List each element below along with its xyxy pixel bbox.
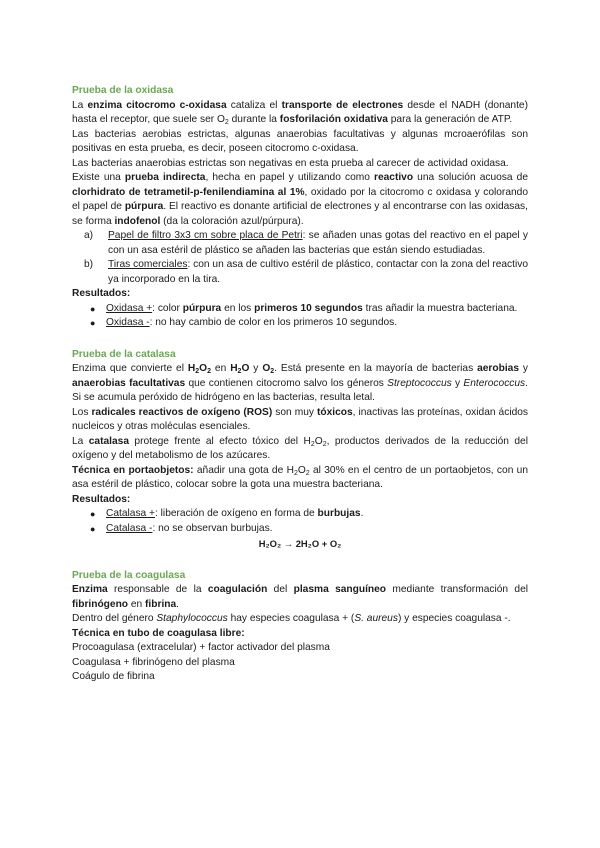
list-item: ● Catalasa -: no se observan burbujas. [90,522,273,534]
paragraph: Las bacterias anaerobias estrictas son negativas en esta prueba al carecer de actividad oxidasa. [72,157,509,169]
section-title: Prueba de la catalasa [72,348,176,360]
list-item: ● Catalasa +: liberación de oxígeno en forma de burbujas. [90,508,364,519]
list-item: ● Oxidasa +: color púrpura en los primeros 10 segundos tras añadir la muestra bacteriana. [90,302,518,314]
paragraph: Enzima que convierte el $H_2O_2$ en $H_2O$ y $O_2$. Está presente en la mayoría de bacterias aerobias y anaerobias facultativas que contienen citocromo salvo los géneros Streptococcus y Enterococcus. Si se acumula peróxido de hidrógeno en las bacterias, resulta letal. [72,363,529,403]
results-list [72,507,528,536]
paragraph: Dentro del género Staphylococcus hay especies coagulasa + (S. aureus) y especies coagulasa -. [72,613,511,624]
reaction-formula: H₂O₂ → 2H₂O + O₂ [258,538,342,549]
results-label: Resultados: [72,493,131,505]
section-title: Prueba de la coagulasa [72,569,186,581]
paragraph: Los radicales reactivos de oxígeno (ROS) son muy tóxicos, inactivas las proteínas, oxidan ácidos nucleicos y otras moléculas esenciales. [72,406,529,432]
paragraph: Las bacterias aerobias estrictas, algunas anaerobias facultativas y algunas mcroaerófilas son positivas en esta prueba, es decir, poseen citocromo c-oxidasa. [72,128,528,154]
list-item: ● Oxidasa -: no hay cambio de color en los primeros 10 segundos. [90,317,398,328]
results-label: Resultados: [72,288,131,299]
section-title: Prueba de la oxidasa [72,85,174,96]
section-oxidasa [72,84,528,331]
list-item: a) Papel de filtro 3x3 cm sobre placa de Petri: se añaden unas gotas del reactivo en el papel y con un asa estéril de plástico se añaden las bacterias que están siendo estudiadas. [84,230,528,256]
paragraph: Enzima responsable de la coagulación del plasma sanguíneo mediante transformación del fibrinógeno en fibrina. [72,584,528,610]
section-catalasa [72,348,528,552]
results-list [72,302,528,331]
paragraph: La catalasa protege frente al efecto tóxico del $H_2O_2$, productos derivados de la reducción del oxígeno y del metabolismo de los azúcares. [72,435,528,461]
text-line: Coágulo de fibrina [72,671,155,682]
methods-list [72,229,528,287]
section-coagulasa [72,569,528,685]
text-line: Procoagulasa (extracelular) + factor activador del plasma [72,642,330,653]
technique-label: Técnica en tubo de coagulasa libre: [72,627,245,639]
paragraph: Técnica en portaobjetos: añadir una gota de $H_2O_2$ al 30% en el centro de un portaobjetos, con un asa estéril de plástico, colocar sobre la gota una muestra bacteriana. [72,464,528,490]
paragraph: Existe una prueba indirecta, hecha en papel y utilizando como reactivo una solución acuosa de clorhidrato de tetrametil-p-fenilendiamina al 1%, oxidado por la citocromo c oxidasa y colorando el papel de púrpura. El reactivo es donante artificial de electrones y al encontrarse con las oxidasas, se forma indofenol (da la coloración azul/púrpura). [72,172,528,227]
list-item: b) Tiras comerciales: con un asa de cultivo estéril de plástico, contactar con la zona del reactivo ya incorporado en la tira. [84,259,528,285]
paragraph: La enzima citocromo c-oxidasa cataliza el transporte de electrones desde el NADH (donante) hasta el receptor, que suele ser $O_2$ durante la fosforilación oxidativa para la generación de ATP. [72,99,528,126]
text-line: Coagulasa + fibrinógeno del plasma [72,656,235,668]
